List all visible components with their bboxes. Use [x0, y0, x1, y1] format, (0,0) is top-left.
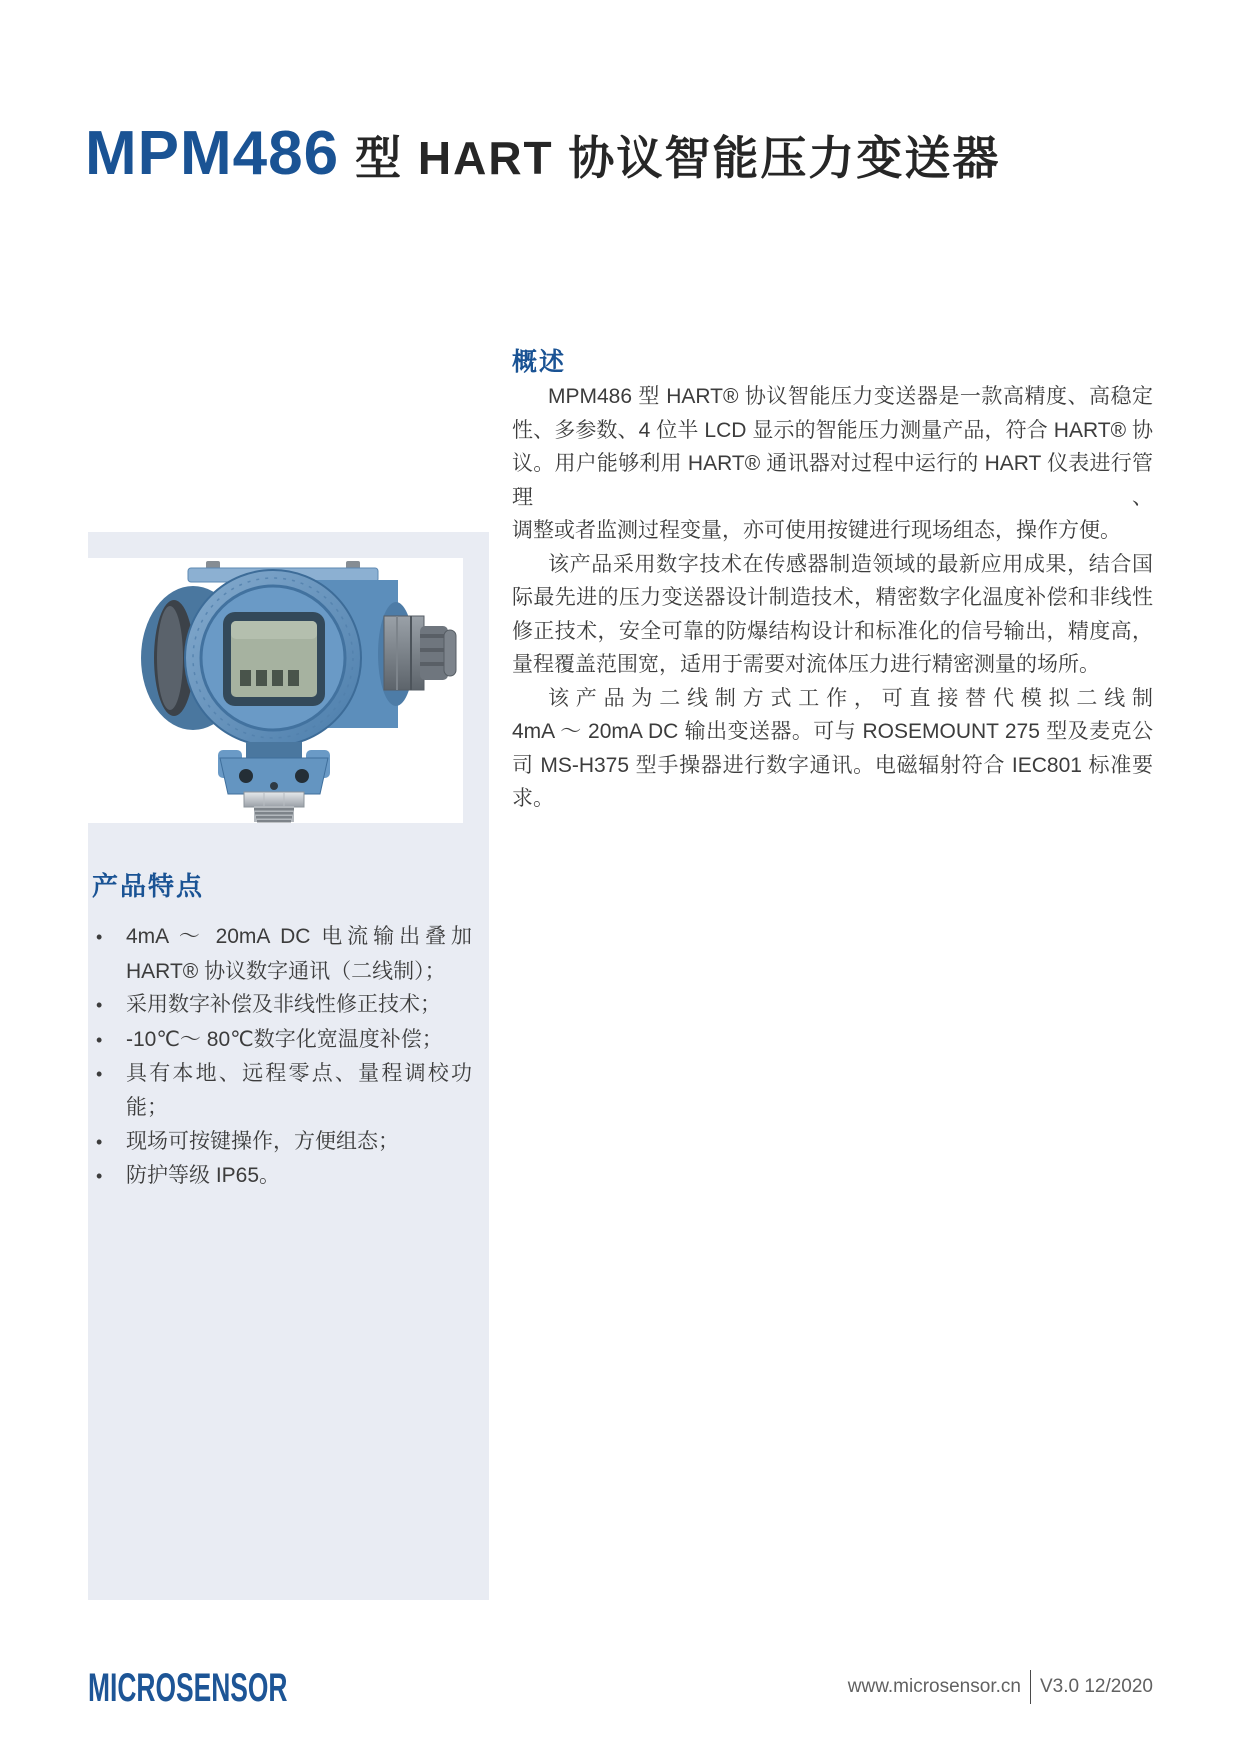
list-item: [88, 1057, 472, 1124]
company-logo: MICROSENSOR: [88, 1666, 288, 1710]
pressure-transmitter-image: [88, 558, 463, 823]
footer-website: www.microsensor.cn: [847, 1676, 1021, 1697]
list-item: [88, 1125, 472, 1160]
overview-heading: 概述: [512, 348, 567, 376]
text-line: 修正技术，安全可靠的防爆结构设计和标准化的信号输出，精度高，: [512, 619, 1153, 643]
text-line: 调整或者监测过程变量，亦可使用按键进行现场组态，操作方便。: [512, 519, 1121, 542]
text-line: 4mA ～ 20mA DC 输出变送器。可与 ROSEMOUNT 275 型及麦克公: [512, 720, 1153, 743]
footer-divider: [1030, 1670, 1031, 1704]
bullet-spacer: [88, 955, 126, 989]
text-line: 际最先进的压力变送器设计制造技术，精密数字化温度补偿和非线性: [512, 586, 1153, 609]
text-line: 性、多参数、4 位半 LCD 显示的智能压力测量产品，符合 HART® 协: [512, 418, 1153, 442]
text-line: 司 MS-H375 型手操器进行数字通讯。电磁辐射符合 IEC801 标准要求。: [512, 753, 1153, 810]
features-list: [88, 920, 472, 1194]
text-line: 议。用户能够利用 HART® 通讯器对过程中运行的 HART 仪表进行管理、: [512, 452, 1153, 509]
text-line: 该产品采用数字技术在传感器制造领域的最新应用成果，结合国: [548, 552, 1153, 576]
feature-text: 采用数字补偿及非线性修正技术；: [126, 993, 441, 1017]
feature-text: 具有本地、远程零点、量程调校功能；: [126, 1062, 472, 1119]
features-heading: 产品特点: [92, 871, 205, 901]
list-item: [88, 955, 472, 989]
footer-info: [848, 1670, 1153, 1704]
product-title-suffix: 型 HART 协议智能压力变送器: [355, 132, 1001, 184]
list-item: [88, 988, 472, 1023]
overview-body: [512, 380, 1153, 816]
bullet-icon: [88, 920, 126, 955]
text-line: 量程覆盖范围宽，适用于需要对流体压力进行精密测量的场所。: [512, 653, 1100, 676]
footer-version: V3.0 12/2020: [1039, 1676, 1153, 1697]
feature-text: 现场可按键操作，方便组态；: [126, 1129, 399, 1153]
product-photo-box: [88, 558, 463, 823]
bullet-icon: [88, 1057, 126, 1124]
list-item: [88, 1023, 472, 1058]
text-line: 该产品为二线制方式工作，可直接替代模拟二线制: [548, 686, 1153, 710]
list-item: [88, 1159, 472, 1194]
bullet-icon: [88, 988, 126, 1023]
bullet-icon: [88, 1023, 126, 1058]
product-model: MPM486: [85, 119, 340, 188]
left-feature-panel: [88, 532, 489, 1600]
feature-text: 4mA ～ 20mA DC 电流输出叠加: [126, 925, 472, 948]
list-item: [88, 920, 472, 955]
feature-text: 防护等级 IP65。: [126, 1164, 281, 1188]
text-line: MPM486 型 HART® 协议智能压力变送器是一款高精度、高稳定: [548, 385, 1153, 408]
page-title: [85, 118, 1000, 189]
feature-text: -10℃～ 80℃数字化宽温度补偿；: [126, 1027, 443, 1051]
feature-text: HART® 协议数字通讯（二线制）；: [126, 959, 446, 983]
bullet-icon: [88, 1159, 126, 1194]
bullet-icon: [88, 1125, 126, 1160]
